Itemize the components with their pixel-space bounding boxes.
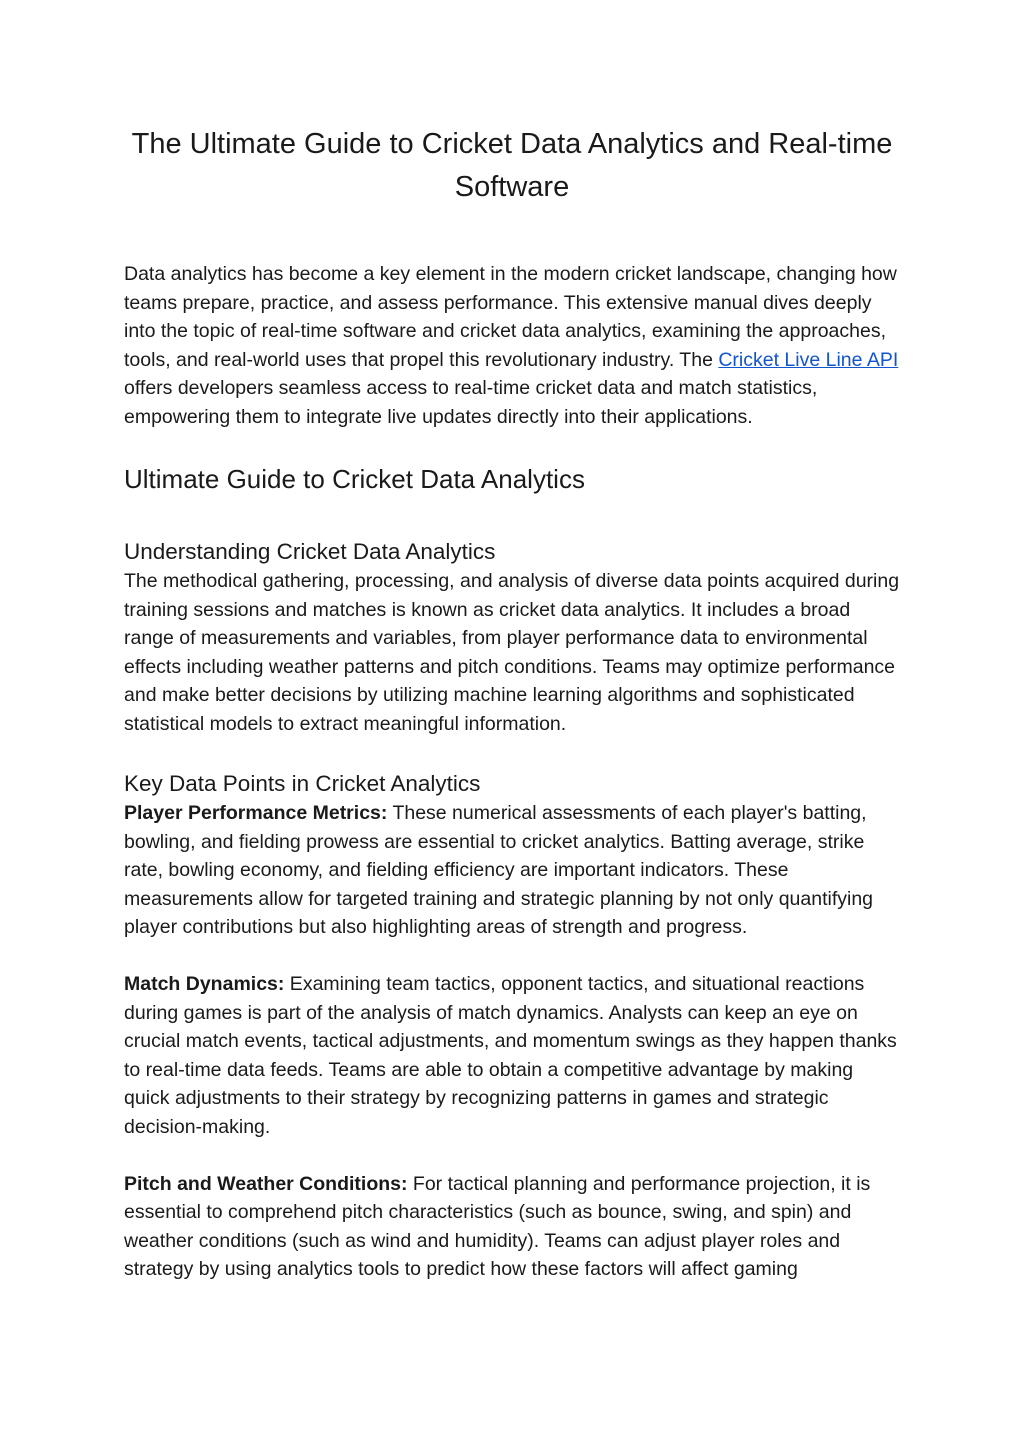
key-data-points-heading: Key Data Points in Cricket Analytics (124, 771, 481, 796)
document-title: The Ultimate Guide to Cricket Data Analytics and Real-time Software (131, 128, 893, 203)
intro-text-before-link: Data analytics has become a key element in the modern cricket landscape, changing how teams prepare, practice, and assess performance. This extensive manual dives deeply into the topic of real-time software and cricket data analytics, examining the approaches, tools, and real-world uses that propel this revolutionary industry. The (124, 263, 897, 371)
cricket-live-line-api-link[interactable]: Cricket Live Line API (718, 348, 899, 371)
pitch-weather-text: For tactical planning and performance projection, it is essential to comprehend pitch characteristics (such as bounce, swing, and spin) and weather conditions (such as wind and humidity). Teams can adjust player roles and strategy by using analytics tools to predict how these factors will affect gaming (124, 1172, 871, 1280)
understanding-heading: Understanding Cricket Data Analytics (124, 539, 496, 564)
match-dynamics-text: Examining team tactics, opponent tactics, and situational reactions during games is part of the analysis of match dynamics. Analysts can keep an eye on crucial match events, tactical adjustments, and momentum swings as they happen thanks to real-time data feeds. Teams are able to obtain a competitive advantage by making quick adjustments to their strategy by recognizing patterns in games and strategic decision-making. (124, 973, 897, 1138)
pitch-weather-paragraph (124, 1170, 900, 1284)
player-performance-paragraph (124, 799, 900, 942)
player-performance-label: Player Performance Metrics: (124, 802, 388, 824)
intro-paragraph (124, 260, 900, 431)
intro-text-after-link: offers developers seamless access to real-time cricket data and match statistics, empowering them to integrate live updates directly into their applications. (124, 377, 818, 428)
match-dynamics-label: Match Dynamics: (124, 973, 285, 995)
match-dynamics-paragraph (124, 970, 900, 1141)
main-section-heading: Ultimate Guide to Cricket Data Analytics (124, 464, 585, 494)
pitch-weather-label: Pitch and Weather Conditions: (124, 1172, 408, 1195)
player-performance-text: These numerical assessments of each player's batting, bowling, and fielding prowess are essential to cricket analytics. Batting average, strike rate, bowling economy, and fielding efficiency are important indicators. These measurements allow for targeted training and strategic planning by not only quantifying player contributions but also highlighting areas of strength and progress. (124, 802, 874, 938)
understanding-paragraph: The methodical gathering, processing, and analysis of diverse data points acquired during training sessions and matches is known as cricket data analytics. It includes a broad range of measurements and variables, from player performance data to environmental effects including weather patterns and pitch conditions. Teams may optimize performance and make better decisions by utilizing machine learning algorithms and sophisticated statistical models to extract meaningful information. (124, 570, 900, 735)
